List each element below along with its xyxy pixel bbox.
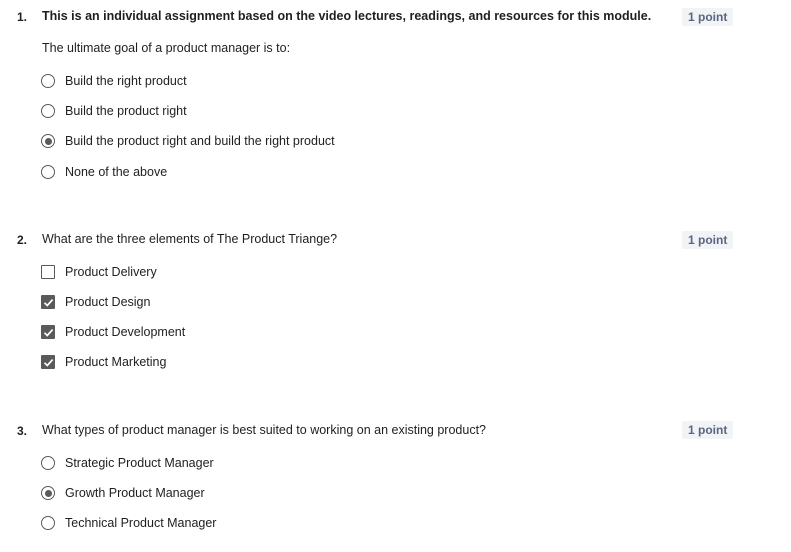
option-label: None of the above xyxy=(65,165,168,179)
option-label: Build the product right and build the right product xyxy=(65,134,335,148)
points-badge: 1 point xyxy=(682,421,733,439)
radio-button[interactable] xyxy=(41,74,55,88)
radio-button[interactable] xyxy=(41,104,55,118)
option-label: Growth Product Manager xyxy=(65,486,205,500)
checkbox-option[interactable] xyxy=(41,263,157,281)
question-number: 3. xyxy=(17,424,28,438)
checkbox-option[interactable] xyxy=(41,293,150,311)
radio-option[interactable] xyxy=(41,454,214,472)
checkmark-icon xyxy=(43,327,54,338)
radio-button-selected[interactable] xyxy=(41,134,55,148)
radio-option[interactable] xyxy=(41,102,187,120)
option-label: Product Development xyxy=(65,325,186,339)
points-badge: 1 point xyxy=(682,8,733,26)
radio-option[interactable] xyxy=(41,163,167,181)
checkbox-option[interactable] xyxy=(41,353,166,371)
option-label: Technical Product Manager xyxy=(65,516,217,530)
question-stem: The ultimate goal of a product manager is to: xyxy=(42,41,291,55)
option-label: Strategic Product Manager xyxy=(65,456,214,470)
checkbox-checked[interactable] xyxy=(41,325,55,339)
radio-option[interactable] xyxy=(41,514,216,532)
checkbox-checked[interactable] xyxy=(41,355,55,369)
question-text: What types of product manager is best suited to working on an existing product? xyxy=(42,423,486,437)
option-label: Build the right product xyxy=(65,74,187,88)
question-number: 1. xyxy=(17,10,28,24)
option-label: Build the product right xyxy=(65,104,187,118)
radio-button[interactable] xyxy=(41,456,55,470)
points-badge: 1 point xyxy=(682,231,733,249)
option-label: Product Delivery xyxy=(65,265,157,279)
radio-button[interactable] xyxy=(41,516,55,530)
radio-button[interactable] xyxy=(41,165,55,179)
radio-option[interactable] xyxy=(41,72,187,90)
radio-option[interactable] xyxy=(41,484,205,502)
radio-button-selected[interactable] xyxy=(41,486,55,500)
checkbox-checked[interactable] xyxy=(41,295,55,309)
option-label: Product Marketing xyxy=(65,355,167,369)
radio-option[interactable] xyxy=(41,132,335,150)
option-label: Product Design xyxy=(65,295,151,309)
question-text: This is an individual assignment based on the video lectures, readings, and resources for this module. xyxy=(42,9,652,23)
checkbox[interactable] xyxy=(41,265,55,279)
question-text: What are the three elements of The Product Triange? xyxy=(42,232,338,246)
checkmark-icon xyxy=(43,297,54,308)
question-number: 2. xyxy=(17,233,28,247)
checkmark-icon xyxy=(43,357,54,368)
checkbox-option[interactable] xyxy=(41,323,185,341)
